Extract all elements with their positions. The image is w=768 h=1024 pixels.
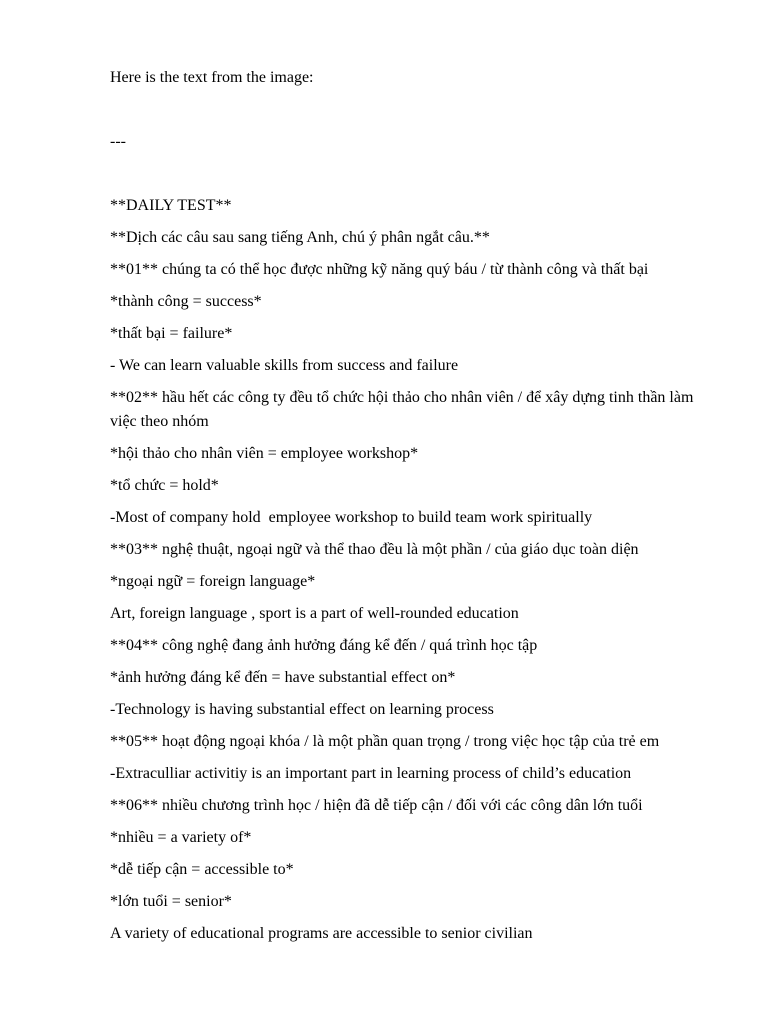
vocab-line: *tổ chức = hold* xyxy=(110,477,219,494)
intro-text: Here is the text from the image: xyxy=(110,69,314,86)
vocab-line: *thất bại = failure* xyxy=(110,325,233,342)
vocab-line: *hội thảo cho nhân viên = employee workshop* xyxy=(110,445,419,462)
vocab-line: *nhiều = a variety of* xyxy=(110,829,252,846)
question-06: **06** nhiều chương trình học / hiện đã dễ tiếp cận / đối với các công dân lớn tuổi xyxy=(110,797,643,814)
vocab-line: *thành công = success* xyxy=(110,293,262,310)
document-page xyxy=(110,66,710,954)
answer-line: A variety of educational programs are accessible to senior civilian xyxy=(110,925,533,942)
instruction-line: **Dịch các câu sau sang tiếng Anh, chú ý phân ngắt câu.** xyxy=(110,229,490,246)
question-03: **03** nghệ thuật, ngoại ngữ và thể thao đều là một phần / của giáo dục toàn diện xyxy=(110,541,639,558)
answer-line: Art, foreign language , sport is a part of well-rounded education xyxy=(110,605,519,622)
vocab-line: *dễ tiếp cận = accessible to* xyxy=(110,861,294,878)
vocab-line: *ngoại ngữ = foreign language* xyxy=(110,573,316,590)
question-01: **01** chúng ta có thể học được những kỹ năng quý báu / từ thành công và thất bại xyxy=(110,261,649,278)
vocab-line: *ảnh hưởng đáng kể đến = have substantial effect on* xyxy=(110,669,456,686)
question-04: **04** công nghệ đang ảnh hưởng đáng kể đến / quá trình học tập xyxy=(110,637,538,654)
separator-line: --- xyxy=(110,133,126,150)
answer-line: -Most of company hold employee workshop to build team work spiritually xyxy=(110,509,593,526)
answer-line: - We can learn valuable skills from success and failure xyxy=(110,357,459,374)
question-05: **05** hoạt động ngoại khóa / là một phần quan trọng / trong việc học tập của trẻ em xyxy=(110,733,660,750)
test-title: **DAILY TEST** xyxy=(110,197,232,214)
vocab-line: *lớn tuổi = senior* xyxy=(110,893,232,910)
answer-line: -Extraculliar activitiy is an important part in learning process of child’s education xyxy=(110,765,632,782)
question-02: **02** hầu hết các công ty đều tổ chức hội thảo cho nhân viên / để xây dựng tinh thần làm việc theo nhóm xyxy=(110,389,698,430)
answer-line: -Technology is having substantial effect on learning process xyxy=(110,701,494,718)
